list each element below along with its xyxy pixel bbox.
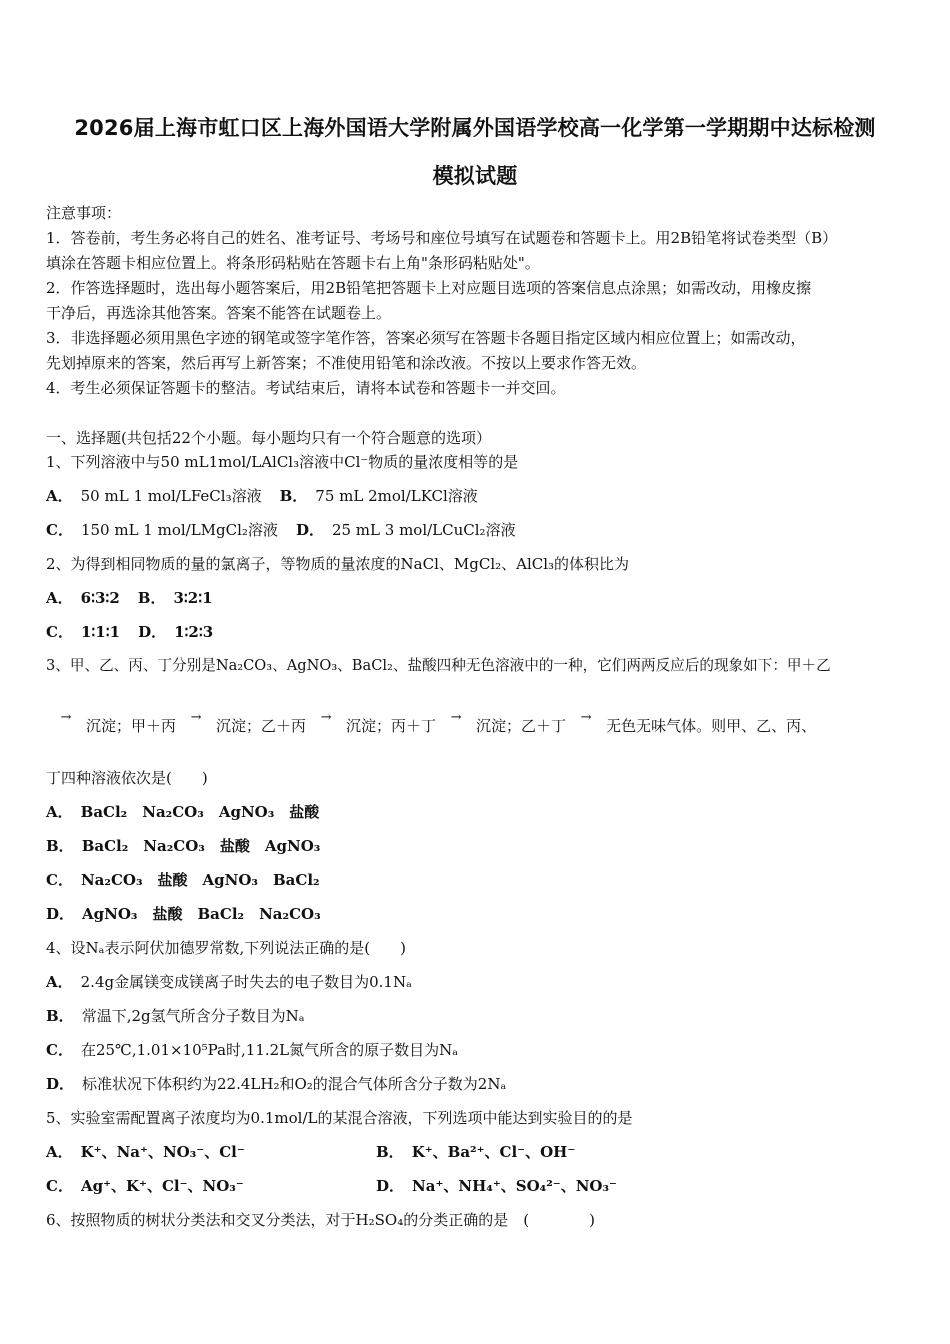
option-label: C． <box>46 1041 73 1059</box>
question-3-seg2: 沉淀；乙＋丙 <box>216 717 307 735</box>
note-1a: 1．答卷前，考生务必将自己的姓名、准考证号、考场号和座位号填写在试题卷和答题卡上。用2B铅笔将试卷类型（B） <box>46 229 838 247</box>
option-label: C． <box>46 521 73 539</box>
question-4-option-d-row <box>46 1074 506 1094</box>
reaction-arrow: → <box>320 710 332 725</box>
question-4-option-d: 标准状况下体积约为22.4LH₂和O₂的混合气体所含分子数为2Nₐ <box>82 1075 507 1093</box>
option-label: A． <box>46 973 73 991</box>
exam-title-line1: 2026届上海市虹口区上海外国语大学附属外国语学校高一化学第一学期期中达标检测 <box>74 116 876 140</box>
question-3-option-c: Na₂CO₃ 盐酸 AgNO₃ BaCl₂ <box>80 871 320 889</box>
question-2-option-a: 6∶3∶2 <box>80 589 120 607</box>
option-label: D． <box>138 623 167 641</box>
question-6-stem: 6、按照物质的树状分类法和交叉分类法，对于H₂SO₄的分类正确的是 ( ) <box>46 1211 595 1229</box>
option-label: C． <box>46 623 73 641</box>
option-label: C． <box>46 871 73 889</box>
question-5-stem: 5、实验室需配置离子浓度均为0.1mol/L的某混合溶液，下列选项中能达到实验目的的是 <box>46 1109 633 1127</box>
question-5-option-b: K⁺、Ba²⁺、Cl⁻、OH⁻ <box>411 1143 576 1161</box>
question-3-seg4: 沉淀；乙＋丁 <box>476 717 567 735</box>
note-1b: 填涂在答题卡相应位置上。将条形码粘贴在答题卡右上角"条形码粘贴处"。 <box>46 254 540 272</box>
option-label: A． <box>46 1143 73 1161</box>
note-4: 4．考生必须保证答题卡的整洁。考试结束后，请将本试卷和答题卡一并交回。 <box>46 379 566 397</box>
option-label: B． <box>46 837 74 855</box>
option-label: A． <box>46 589 73 607</box>
question-3-stem-line3: 丁四种溶液依次是( ) <box>46 769 208 787</box>
option-label: B． <box>279 487 308 505</box>
question-4-option-a: 2.4g金属镁变成镁离子时失去的电子数目为0.1Nₐ <box>80 973 412 991</box>
question-3-option-c-row <box>46 870 320 890</box>
question-3-option-b: BaCl₂ Na₂CO₃ 盐酸 AgNO₃ <box>81 837 321 855</box>
reaction-arrow: → <box>60 710 72 725</box>
question-5-option-a-row <box>46 1142 245 1162</box>
option-label: B． <box>137 589 166 607</box>
question-2-option-c: 1∶1∶1 <box>80 623 121 641</box>
option-label: D． <box>376 1177 405 1195</box>
option-label: B． <box>46 1007 74 1025</box>
reaction-arrow: → <box>450 710 462 725</box>
question-2-options-ab <box>46 588 213 608</box>
option-label: A． <box>46 487 73 505</box>
question-3-seg3: 沉淀；丙＋丁 <box>346 717 437 735</box>
reaction-arrow: → <box>190 710 202 725</box>
note-3b: 先划掉原来的答案，然后再写上新答案；不准使用铅笔和涂改液。不按以上要求作答无效。 <box>46 354 647 372</box>
question-1-stem: 1、下列溶液中与50 mL1mol/LAlCl₃溶液中Cl⁻物质的量浓度相等的是 <box>46 453 519 471</box>
question-2-options-cd <box>46 622 213 642</box>
question-3-seg5: 无色无味气体。则甲、乙、丙、 <box>606 717 817 735</box>
question-3-option-d-row <box>46 904 321 924</box>
question-4-stem: 4、设Nₐ表示阿伏加德罗常数,下列说法正确的是( ) <box>46 939 406 957</box>
section-heading: 一、选择题(共包括22个小题。每小题均只有一个符合题意的选项） <box>46 429 491 447</box>
question-5-option-d: Na⁺、NH₄⁺、SO₄²⁻、NO₃⁻ <box>412 1177 617 1195</box>
option-label: D． <box>46 905 75 923</box>
note-3a: 3．非选择题必须用黑色字迹的钢笔或签字笔作答，答案必须写在答题卡各题目指定区域内相应位置上；如需改动， <box>46 329 806 347</box>
note-2b: 干净后，再选涂其他答案。答案不能答在试题卷上。 <box>46 304 392 322</box>
question-4-option-a-row <box>46 972 412 992</box>
option-label: C． <box>46 1177 73 1195</box>
question-3-stem-line2 <box>46 710 817 738</box>
question-3-seg1: 沉淀；甲＋丙 <box>86 717 177 735</box>
notes-heading: 注意事项： <box>46 204 122 222</box>
question-2-stem: 2、为得到相同物质的量的氯离子，等物质的量浓度的NaCl、MgCl₂、AlCl₃的体积比为 <box>46 555 630 573</box>
question-5-option-a: K⁺、Na⁺、NO₃⁻、Cl⁻ <box>80 1143 245 1161</box>
question-2-option-b: 3∶2∶1 <box>173 589 213 607</box>
question-4-option-c: 在25℃,1.01×10⁵Pa时,11.2L氮气所含的原子数目为Nₐ <box>80 1041 459 1059</box>
option-label: D． <box>295 521 324 539</box>
question-5-option-d-row <box>376 1176 617 1196</box>
reaction-arrow: → <box>580 710 592 725</box>
question-4-option-b-row <box>46 1006 305 1026</box>
question-1-option-b: 75 mL 2mol/LKCl溶液 <box>315 487 478 505</box>
question-2-option-d: 1∶2∶3 <box>174 623 214 641</box>
question-1-option-d: 25 mL 3 mol/LCuCl₂溶液 <box>331 521 516 539</box>
question-1-option-c: 150 mL 1 mol/LMgCl₂溶液 <box>80 521 278 539</box>
question-4-option-c-row <box>46 1040 458 1060</box>
question-5-option-c: Ag⁺、K⁺、Cl⁻、NO₃⁻ <box>80 1177 244 1195</box>
question-3-option-a-row <box>46 802 319 822</box>
note-2a: 2．作答选择题时，选出每小题答案后，用2B铅笔把答题卡上对应题目选项的答案信息点涂黑；如需改动，用橡皮擦 <box>46 279 812 297</box>
option-label: A． <box>46 803 73 821</box>
question-3-option-d: AgNO₃ 盐酸 BaCl₂ Na₂CO₃ <box>82 905 321 923</box>
option-label: D． <box>46 1075 75 1093</box>
question-3-option-a: BaCl₂ Na₂CO₃ AgNO₃ 盐酸 <box>80 803 320 821</box>
question-5-option-c-row <box>46 1176 244 1196</box>
exam-title-line2: 模拟试题 <box>432 164 518 188</box>
question-4-option-b: 常温下,2g氢气所含分子数目为Nₐ <box>81 1007 305 1025</box>
question-1-options-ab <box>46 486 478 506</box>
question-3-option-b-row <box>46 836 320 856</box>
question-3-stem-line1: 3、甲、乙、丙、丁分别是Na₂CO₃、AgNO₃、BaCl₂、盐酸四种无色溶液中的一种，它们两两反应后的现象如下：甲＋乙 <box>46 657 831 674</box>
question-1-option-a: 50 mL 1 mol/LFeCl₃溶液 <box>80 487 262 505</box>
option-label: B． <box>376 1143 404 1161</box>
question-1-options-cd <box>46 520 516 540</box>
question-5-option-b-row <box>376 1142 575 1162</box>
